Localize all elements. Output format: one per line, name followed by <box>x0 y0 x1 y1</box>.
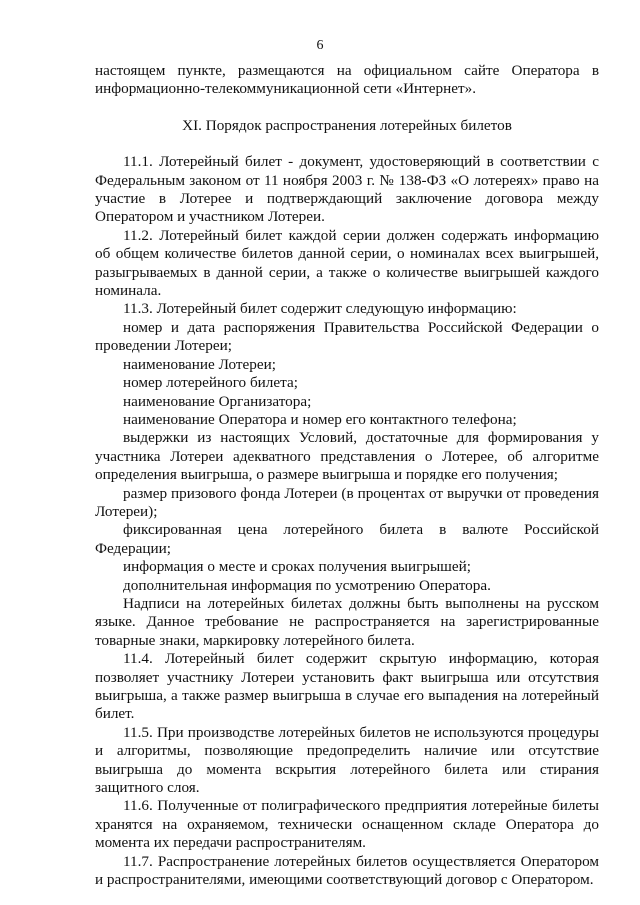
list-item: дополнительная информация по усмотрению Оператора. <box>123 576 491 594</box>
paragraph-11-7: 11.7. Распространение лотерейных билетов осуществляется Оператором и распространителями, имеющими соответствующий договор с Оператором. <box>95 852 599 889</box>
list-item: информация о месте и сроках получения выигрышей; <box>123 558 471 576</box>
list-item: номер лотерейного билета; <box>123 374 298 392</box>
list-item: фиксированная цена лотерейного билета в валюте Российской Федерации; <box>95 521 599 557</box>
paragraph-11-3: 11.3. Лотерейный билет содержит следующую информацию: <box>123 300 517 318</box>
page-content <box>95 62 599 889</box>
list-item: наименование Организатора; <box>123 392 312 410</box>
list-item: номер и дата распоряжения Правительства Российской Федерации о проведении Лотереи; <box>95 318 599 355</box>
list-item: выдержки из настоящих Условий, достаточные для формирования у участника Лотереи адекватного представления о Лотерее, об алгоритме определения выигрыша, о размере выигрыша и порядке его получения; <box>95 429 599 484</box>
paragraph-language: Надписи на лотерейных билетах должны быть выполнены на русском языке. Данное требование не распространяется на зарегистрированные товарные знаки, маркировку лотерейного билета. <box>95 594 599 649</box>
page-number: 6 <box>316 38 324 53</box>
paragraph-11-4: 11.4. Лотерейный билет содержит скрытую информацию, которая позволяет участнику Лотереи установить факт выигрыша или отсутствия выигрыша, а также размер выигрыша в случае его выпадения на лотерейный билет. <box>95 650 599 723</box>
paragraph-11-2: 11.2. Лотерейный билет каждой серии должен содержать информацию об общем количестве билетов данной серии, о номиналах всех выигрышей, разыгрываемых в данной серии, а также о количестве выигрышей каждого номинала. <box>95 226 599 300</box>
paragraph-11-5: 11.5. При производстве лотерейных билетов не используются процедуры и алгоритмы, позволяющие предопределить наличие или отсутствие выигрыша до момента вскрытия лотерейного билета или стирания защитного слоя. <box>95 723 599 797</box>
list-item: наименование Лотереи; <box>123 355 276 373</box>
paragraph-11-1: 11.1. Лотерейный билет - документ, удостоверяющий в соответствии с Федеральным законом от 11 ноября 2003 г. № 138-ФЗ «О лотереях» право на участие в Лотерее и подтверждающий заключение договора между Оператором и участником Лотереи. <box>95 153 599 226</box>
paragraph-11-6: 11.6. Полученные от полиграфического предприятия лотерейные билеты хранятся на охраняемом, технически оснащенном складе Оператора до момента их передачи распространителям. <box>95 797 599 852</box>
list-item: наименование Оператора и номер его контактного телефона; <box>123 410 517 428</box>
paragraph-continuation: настоящем пункте, размещаются на официальном сайте Оператора в информационно-телекоммуникационной сети «Интернет». <box>95 62 599 98</box>
list-item: размер призового фонда Лотереи (в процентах от выручки от проведения Лотереи); <box>95 484 599 520</box>
section-title: XI. Порядок распространения лотерейных билетов <box>182 116 512 134</box>
